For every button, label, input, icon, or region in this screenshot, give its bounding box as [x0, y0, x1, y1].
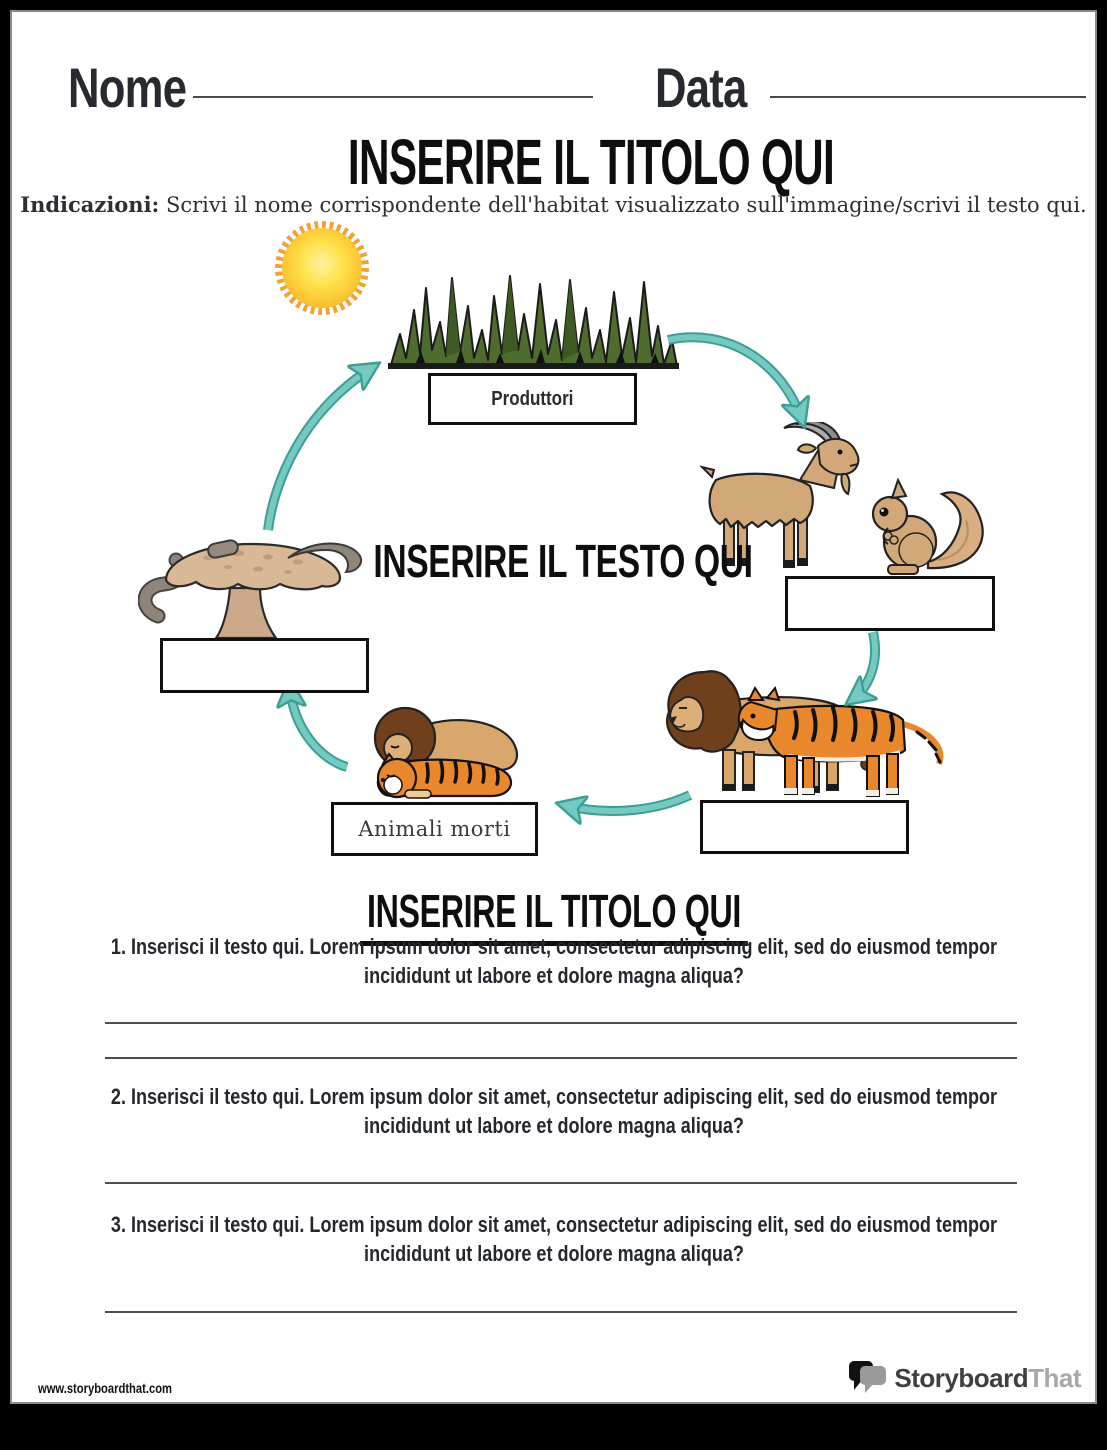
- answer-line-2[interactable]: [105, 1057, 1017, 1059]
- questions-title: INSERIRE IL TITOLO QUI: [360, 888, 748, 946]
- name-label: Nome: [68, 56, 187, 119]
- date-label: Data: [655, 56, 747, 119]
- sun-core: [282, 228, 362, 308]
- date-input-line[interactable]: [770, 96, 1086, 98]
- herbivores-label-box[interactable]: [785, 576, 995, 631]
- carnivores-label-box[interactable]: [700, 800, 909, 854]
- answer-line-4[interactable]: [105, 1311, 1017, 1313]
- logo-part1: Storyboard: [894, 1362, 1029, 1393]
- dead-animals-icon: [357, 678, 527, 806]
- mushroom-worm-icon: [138, 536, 373, 640]
- page-title: INSERIRE IL TITOLO QUI: [347, 126, 834, 198]
- logo-text: [894, 1363, 1081, 1394]
- grass-icon: [386, 270, 681, 370]
- footer-url: www.storyboardthat.com: [38, 1380, 173, 1396]
- arrow-grass-to-herbivores: [668, 337, 802, 420]
- answer-line-1[interactable]: [105, 1022, 1017, 1024]
- answer-line-3[interactable]: [105, 1182, 1017, 1184]
- dead-animals-label: Animali morti: [358, 817, 511, 841]
- storyboardthat-logo: [848, 1360, 1081, 1396]
- logo-part2: That: [1028, 1362, 1081, 1393]
- question-2: 2. Inserisci il testo qui. Lorem ipsum dolor sit amet, consectetur adipiscing elit, sed do eiusmod tempor incididunt ut labore et dolore magna aliqua?: [110, 1084, 997, 1138]
- producers-label: Produttori: [491, 387, 574, 410]
- squirrel-icon: [858, 464, 998, 582]
- instructions-label: Indicazioni:: [20, 192, 160, 217]
- question-3: 3. Inserisci il testo qui. Lorem ipsum dolor sit amet, consectetur adipiscing elit, sed do eiusmod tempor incididunt ut labore et dolore magna aliqua?: [110, 1212, 997, 1266]
- lion-tiger-icon: [655, 666, 945, 800]
- instructions: [12, 192, 1095, 217]
- speech-bubbles-icon: [848, 1360, 888, 1396]
- arrow-dead-animals-to-decomposer: [290, 686, 347, 767]
- arrow-decomposer-to-grass: [268, 367, 373, 530]
- diagram-center-text: INSERIRE IL TESTO QUI: [372, 535, 753, 587]
- producers-label-box[interactable]: [428, 373, 637, 425]
- instructions-text: Scrivi il nome corrispondente dell'habitat visualizzato sull'immagine/scrivi il testo qui.: [159, 193, 1087, 217]
- question-1: 1. Inserisci il testo qui. Lorem ipsum dolor sit amet, consectetur adipiscing elit, sed do eiusmod tempor incididunt ut labore et dolore magna aliqua?: [110, 934, 997, 988]
- decomposers-label-box[interactable]: [160, 638, 369, 693]
- sun-icon: [275, 221, 369, 315]
- worksheet-page: [12, 12, 1095, 1402]
- name-input-line[interactable]: [193, 96, 593, 98]
- dead-animals-label-box[interactable]: [331, 802, 538, 856]
